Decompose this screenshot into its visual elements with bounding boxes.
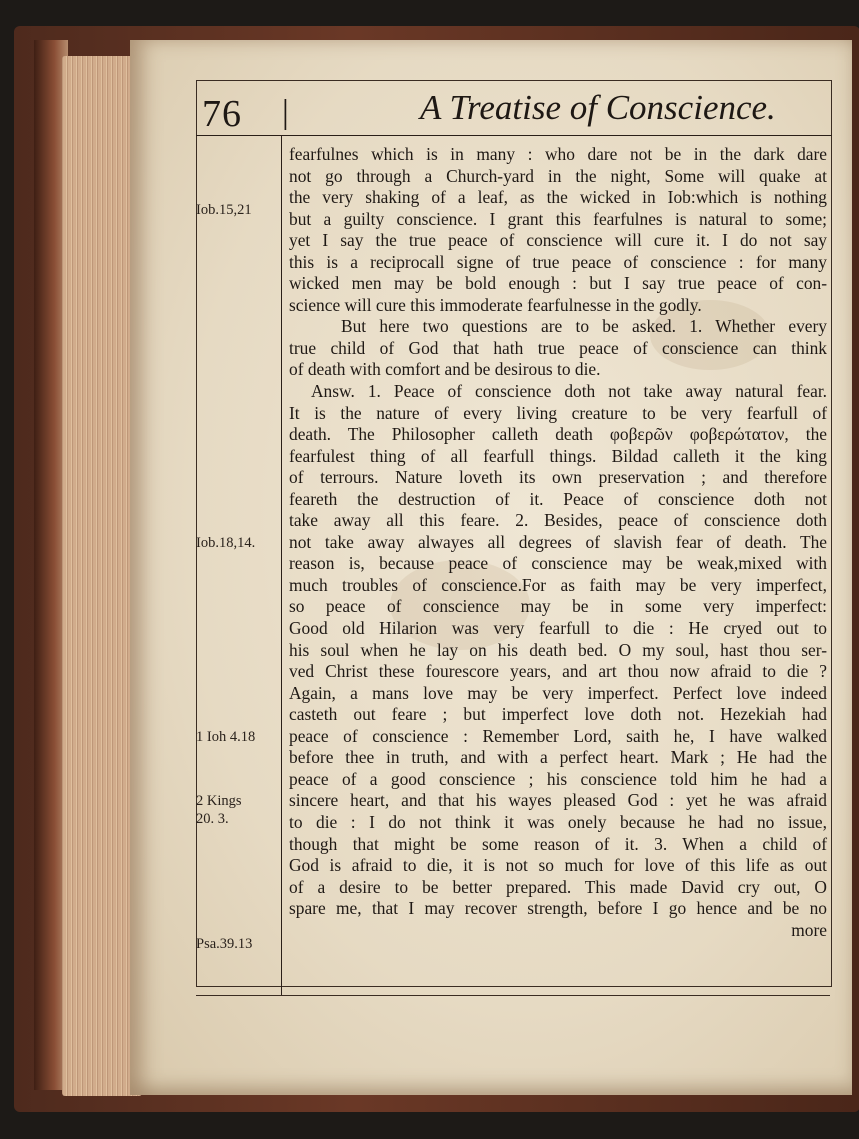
text-line: fearfulnes which is in many : who dare not be in the dark dare: [289, 144, 827, 164]
text-line: spare me, that I may recover strength, before I go hence and be no: [289, 898, 827, 919]
text-line: much troubles of conscience.For as faith may be very imperfect,: [289, 574, 827, 595]
text-line: not take away alwayes all degrees of slavish fear of death. The: [289, 531, 827, 552]
text-line: true child of God that hath true peace of conscience can think: [289, 337, 827, 358]
text-line: before thee in truth, and with a perfect heart. Mark ; He had the: [289, 747, 827, 768]
text-line: death. The Philosopher calleth death φοβερῶν φοβερώτατον, the: [289, 424, 827, 445]
text-line: science will cure this immoderate fearfulnesse in the godly.: [289, 294, 702, 315]
header-rule: [196, 135, 832, 136]
body-text: [289, 144, 827, 941]
margin-note: 1 Ioh 4.18: [196, 729, 256, 745]
text-line: fearfulest thing of all fearfull things. Bildad calleth it the king: [289, 445, 827, 466]
text-line: Again, a mans love may be very imperfect. Perfect love indeed: [289, 682, 827, 703]
text-line: of terrours. Nature loveth its own preservation ; and therefore: [289, 467, 827, 488]
text-line: yet I say the true peace of conscience will cure it. I do not say: [289, 230, 827, 251]
text-line: but a guilty conscience. I grant this fearfulnes is natural to some;: [289, 208, 827, 229]
text-line: so peace of conscience may be in some very imperfect:: [289, 596, 827, 617]
text-line: this is a reciprocall signe of true peace of conscience : for many: [289, 251, 827, 272]
text-line: ved Christ these fourescore years, and art thou now afraid to die ?: [289, 661, 827, 682]
text-line: not go through a Church-yard in the night, Some will quake at: [289, 165, 827, 186]
text-line: of death with comfort and be desirous to die.: [289, 359, 601, 380]
running-title: A Treatise of Conscience.: [420, 88, 776, 127]
text-line: of a desire to be better prepared. This made David cry out, O: [289, 876, 827, 897]
margin-rule: [281, 135, 282, 995]
text-line: reason is, because peace of conscience may be weak,mixed with: [289, 553, 827, 574]
bottom-rule: [196, 995, 830, 996]
text-line: It is the nature of every living creature to be very fearfull of: [289, 402, 827, 423]
text-line: Answ. 1. Peace of conscience doth not take away natural fear.: [311, 381, 827, 402]
text-line: feareth the destruction of it. Peace of conscience doth not: [289, 488, 827, 509]
margin-note: 2 Kings: [196, 793, 242, 809]
text-line: sincere heart, and that his wayes pleased God : yet he was afraid: [289, 790, 827, 811]
text-line: Good old Hilarion was very fearfull to die : He cryed out to: [289, 618, 827, 639]
text-line: though that might be some reason of it. 3. When a child of: [289, 833, 827, 854]
text-line: wicked men may be bold enough : but I say true peace of con-: [289, 273, 827, 294]
text-line: peace of conscience : Remember Lord, saith he, I have walked: [289, 725, 827, 746]
header-separator: |: [282, 94, 289, 131]
text-line: to die : I do not think it was onely because he had no issue,: [289, 811, 827, 832]
text-line: take away all this feare. 2. Besides, peace of conscience doth: [289, 510, 827, 531]
text-line: But here two questions are to be asked. 1. Whether every: [341, 316, 827, 337]
margin-note: Iob.18,14.: [196, 535, 256, 551]
text-line: the very shaking of a leaf, as the wicked in Iob:which is nothing: [289, 187, 827, 208]
margin-note: Iob.15,21: [196, 202, 252, 218]
margin-note: Psa.39.13: [196, 936, 253, 952]
text-line: his soul when he lay on his death bed. O my soul, hast thou ser-: [289, 639, 827, 660]
page-number: 76: [202, 93, 242, 135]
text-line: peace of a good conscience ; his conscience told him he had a: [289, 768, 827, 789]
text-line: God is afraid to die, it is not so much for love of this life as out: [289, 855, 827, 876]
text-line: casteth out feare ; but imperfect love doth not. Hezekiah had: [289, 704, 827, 725]
catchword: more: [791, 919, 827, 940]
margin-note: 20. 3.: [196, 811, 229, 827]
